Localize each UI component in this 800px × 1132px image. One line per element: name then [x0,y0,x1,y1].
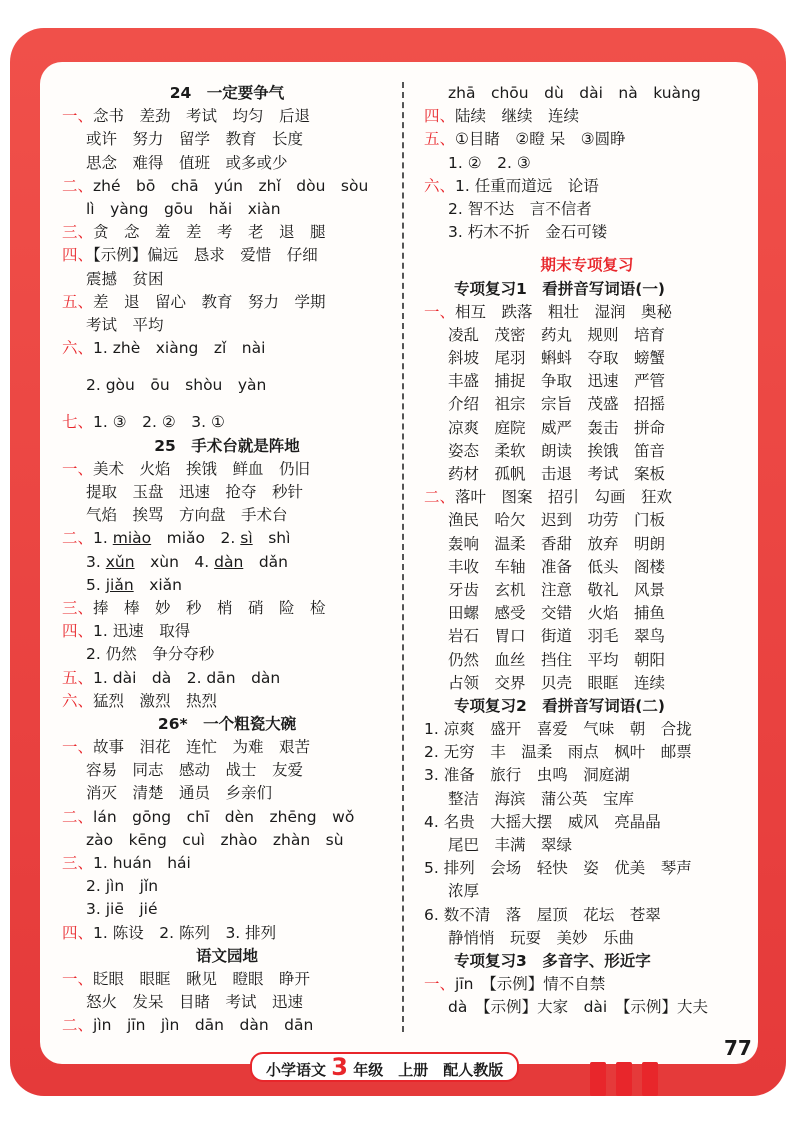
decorative-bars [590,1062,668,1100]
answer-text: 1. 凉爽 盛开 喜爱 气味 朝 合拢 [424,720,692,739]
footer-grade-text: 年级 上册 配人教版 [353,1061,504,1079]
answer-text: 捧 棒 妙 秒 梢 硝 险 检 [93,598,326,617]
footer-banner [250,1052,519,1082]
answer-text: miǎo 2. [166,529,236,548]
answer-text: 2. gòu ōu shòu yàn [86,376,267,395]
answer-text: 凌乱 茂密 药丸 规则 培育 [448,325,666,344]
answer-text: 3. [86,552,101,571]
final-review-title: 期末专项复习 [540,256,634,275]
answer-text: 怒火 发呆 目睹 考试 迅速 [86,993,304,1012]
underlined-answer: dàn [214,552,244,571]
item-marker: 五、 [424,130,456,149]
footer-grade-number: 3 [331,1053,348,1081]
answer-text: 岩石 胃口 街道 羽毛 翠鸟 [448,627,666,646]
answer-text: dǎn [258,552,288,571]
section-title: 专项复习1 看拼音写词语(一) [454,279,665,298]
answer-text: 凉爽 庭院 威严 轰击 拼命 [448,418,666,437]
answer-text: 浓厚 [448,882,480,901]
answer-text: xùn 4. [150,552,210,571]
answer-text: 1. 陈设 2. 陈列 3. 排列 [93,923,277,942]
item-marker: 三、 [62,598,94,617]
answer-text: 丰盛 捕捉 争取 迅速 严管 [448,372,666,391]
item-marker: 一、 [62,969,94,988]
column-divider [402,82,404,1032]
answer-text: 猛烈 激烈 热烈 [93,691,218,710]
item-marker: 五、 [62,292,94,311]
answer-text: 3. 准备 旅行 虫鸣 洞庭湖 [424,766,630,785]
answer-text: jìn jīn jìn dān dàn dān [93,1016,314,1035]
section-title: 语文园地 [195,946,258,965]
answer-text: 1. zhè xiàng zǐ nài [93,339,266,358]
answer-text: 1. ② 2. ③ [448,153,531,172]
underlined-answer: sì [240,529,253,548]
answer-text: 轰响 温柔 香甜 放弃 明朗 [448,534,666,553]
answer-text: xiǎn [149,575,182,594]
item-marker: 三、 [62,223,94,242]
right-column [424,82,750,1020]
item-marker: 四、 [62,246,94,265]
answer-text: 丰收 车轴 准备 低头 阁楼 [448,557,666,576]
answer-text: 1. 迅速 取得 [93,622,191,641]
footer-subject: 小学语文 [266,1061,327,1079]
item-marker: 二、 [62,1016,94,1035]
page-number: 77 [724,1036,752,1060]
answer-text: 4. 名贵 大摇大摆 威风 亮晶晶 [424,812,661,831]
underlined-answer: jiǎn [105,575,134,594]
answer-text: 1. [93,529,108,548]
answer-text: 5. [86,575,101,594]
answer-text: 姿态 柔软 朗读 挨饿 笛音 [448,441,666,460]
answer-text: 差 退 留心 教育 努力 学期 [93,292,326,311]
answer-text: 介绍 祖宗 宗旨 茂盛 招摇 [448,395,666,414]
item-marker: 六、 [62,691,94,710]
answer-text: 3. 朽木不折 金石可镂 [448,223,608,242]
answer-text: 相互 跌落 粗壮 湿润 奥秘 [455,302,673,321]
section-title: 专项复习2 看拼音写词语(二) [454,696,665,715]
answer-text: lì yàng gōu hǎi xiàn [86,199,281,218]
answer-text: ①目睹 ②瞪 呆 ③圆睁 [455,130,626,149]
answer-text: 落叶 图案 招引 勾画 狂欢 [455,488,673,507]
answer-text: 6. 数不清 落 屋顶 花坛 苍翠 [424,905,661,924]
item-marker: 二、 [424,488,456,507]
answer-text: 3. jiē jié [86,900,158,919]
section-title: 25 手术台就是阵地 [154,436,300,455]
answer-text: 占领 交界 贝壳 眼眶 连续 [448,673,666,692]
item-marker: 二、 [62,176,94,195]
answer-text: 田螺 感受 交错 火焰 捕鱼 [448,604,666,623]
section-title: 26* 一个粗瓷大碗 [157,714,297,733]
item-marker: 二、 [62,529,94,548]
answer-text: 1. huán hái [93,854,191,872]
underlined-answer: miào [112,529,152,548]
answer-text: 5. 排列 会场 轻快 姿 优美 琴声 [424,859,692,878]
answer-text: 贪 念 羞 差 考 老 退 腿 [93,223,326,242]
item-marker: 一、 [424,975,456,994]
underlined-answer: xǔn [105,552,135,571]
answer-text: lán gōng chī dèn zhēng wǒ [93,807,355,826]
answer-text: 2. jìn jǐn [86,877,159,896]
answer-text: jīn 【示例】情不自禁 [455,975,606,994]
answer-text: 念书 差劲 考试 均匀 后退 [93,107,311,126]
answer-text: 气焰 挨骂 方向盘 手术台 [86,506,288,525]
item-marker: 五、 [62,668,94,687]
answer-text: 1. dài dà 2. dān dàn [93,668,281,687]
item-marker: 一、 [62,738,94,757]
item-marker: 四、 [62,622,94,641]
item-marker: 二、 [62,807,94,826]
answer-text: 眨眼 眼眶 瞅见 瞪眼 睁开 [93,969,311,988]
answer-text: 考试 平均 [86,315,164,334]
item-marker: 一、 [424,302,456,321]
answer-text: 容易 同志 感动 战士 友爱 [86,761,304,780]
answer-text: 渔民 哈欠 迟到 功劳 门板 [448,511,666,530]
answer-text: 1. ③ 2. ② 3. ① [93,413,225,432]
section-title: 24 一定要争气 [169,84,285,102]
answer-text: 静悄悄 玩耍 美妙 乐曲 [448,928,635,947]
answer-text: 尾巴 丰满 翠绿 [448,836,573,854]
answer-text: 牙齿 玄机 注意 敬礼 风景 [448,580,666,599]
answer-text: 震撼 贫困 [86,269,164,288]
answer-text: 思念 难得 值班 或多或少 [86,153,288,172]
answer-text: 【示例】偏远 恳求 爱惜 仔细 [93,246,318,265]
item-marker: 四、 [424,107,456,126]
item-marker: 四、 [62,923,94,942]
section-title: 专项复习3 多音字、形近字 [454,951,651,970]
answer-text: 2. 无穷 丰 温柔 雨点 枫叶 邮票 [424,743,692,762]
answer-text: zhé bō chā yún zhǐ dòu sòu [93,176,369,195]
answer-text: 提取 玉盘 迅速 抢夺 秒针 [86,483,304,501]
item-marker: 一、 [62,107,94,126]
answer-text: 1. 任重而道远 论语 [455,176,599,195]
answer-text: 2. 智不达 言不信者 [448,199,592,218]
answer-text: dà 【示例】大家 dài 【示例】大夫 [448,998,708,1017]
item-marker: 三、 [62,854,94,872]
answer-text: 斜坡 尾羽 蝌蚪 夺取 螃蟹 [448,349,666,368]
answer-text: 整洁 海滨 蒲公英 宝库 [448,789,635,808]
item-marker: 六、 [424,176,456,195]
answer-text: zào kēng cuì zhào zhàn sù [86,830,344,849]
answer-text: zhā chōu dù dài nà kuàng [448,84,701,102]
answer-text: 2. 仍然 争分夺秒 [86,645,215,664]
item-marker: 七、 [62,413,94,432]
answer-text: 美术 火焰 挨饿 鲜血 仍旧 [93,459,311,478]
answer-text: shì [268,529,291,548]
answer-text: 药材 孤帆 击退 考试 案板 [448,465,666,483]
item-marker: 六、 [62,339,94,358]
item-marker: 一、 [62,459,94,478]
answer-text: 消灭 清楚 通员 乡亲们 [86,784,273,803]
answer-text: 故事 泪花 连忙 为难 艰苦 [93,738,311,757]
answer-text: 或许 努力 留学 教育 长度 [86,130,304,149]
answer-text: 陆续 继续 连续 [455,107,580,126]
left-column [62,82,392,1038]
answer-text: 仍然 血丝 挡住 平均 朝阳 [448,650,666,669]
